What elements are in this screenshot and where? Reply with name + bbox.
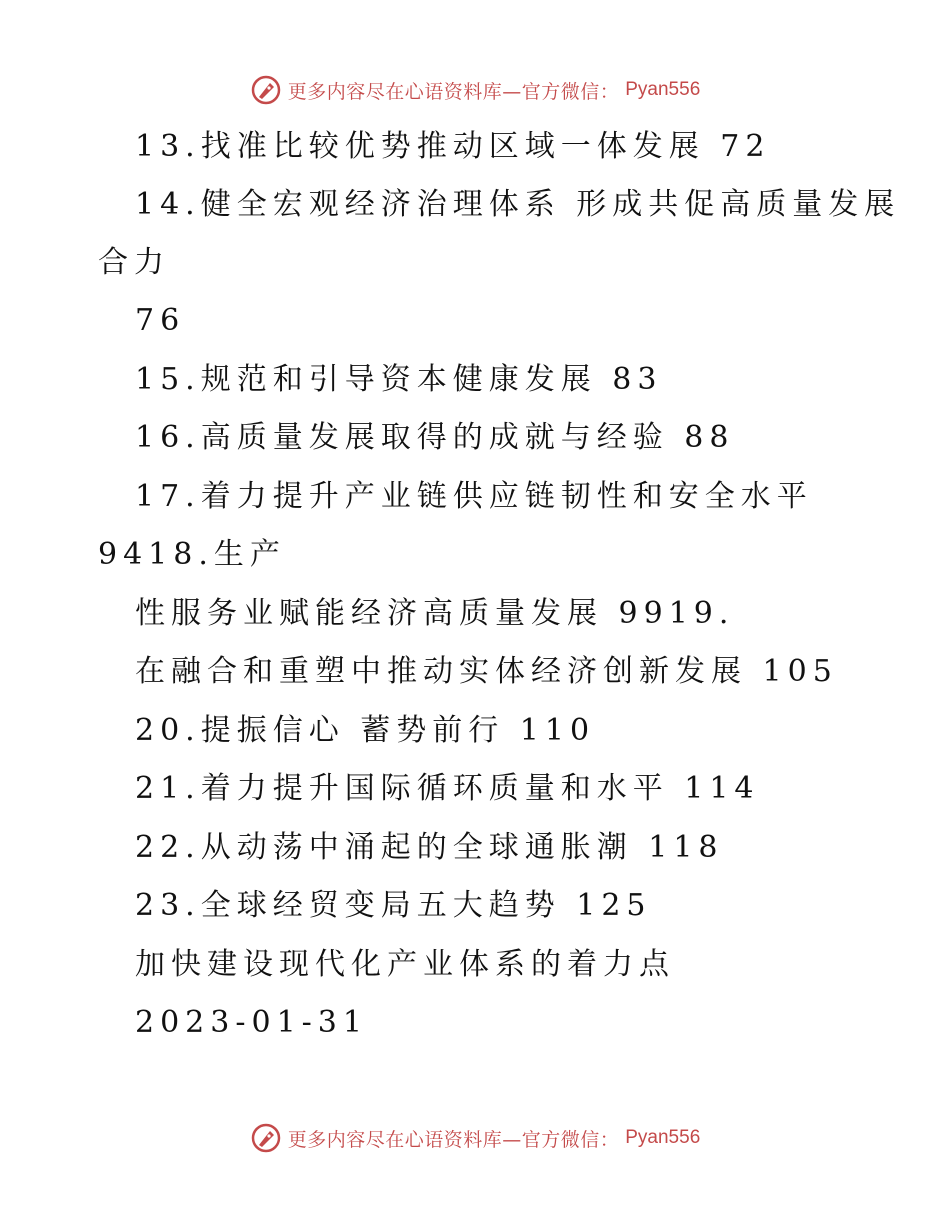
toc-line: 合力: [98, 245, 170, 280]
footer-watermark: [0, 1118, 950, 1158]
watermark-text: 更多内容尽在心语资料库—官方微信：: [287, 1128, 620, 1151]
date-text: 2023-01-31: [135, 1005, 368, 1040]
toc-line: 14.健全宏观经济治理体系 形成共促高质量发展: [135, 187, 901, 222]
toc-line: 17.着力提升产业链供应链韧性和安全水平: [135, 479, 813, 514]
toc-line: 20.提振信心 蓄势前行 110: [135, 713, 596, 748]
watermark-wechat-id: Pyan556: [625, 79, 701, 100]
toc-line: 9418.生产: [98, 537, 286, 572]
toc-line: 在融合和重塑中推动实体经济创新发展 105: [135, 654, 838, 689]
toc-line: 15.规范和引导资本健康发展 83: [135, 362, 663, 397]
watermark-wechat-id: Pyan556: [625, 1127, 701, 1148]
toc-line: 76: [135, 303, 186, 338]
toc-line: 性服务业赋能经济高质量发展 9919.: [135, 596, 735, 631]
toc-line: 16.高质量发展取得的成就与经验 88: [135, 420, 735, 455]
toc-line: 13.找准比较优势推动区域一体发展 72: [135, 129, 771, 164]
watermark-text: 更多内容尽在心语资料库—官方微信：: [287, 80, 620, 103]
toc-line: 22.从动荡中涌起的全球通胀潮 118: [135, 830, 724, 865]
toc-line: 21.着力提升国际循环质量和水平 114: [135, 771, 760, 806]
section-title: 加快建设现代化产业体系的着力点: [135, 947, 675, 982]
toc-line: 23.全球经贸变局五大趋势 125: [135, 888, 652, 923]
pen-nib-icon: [250, 1122, 282, 1154]
